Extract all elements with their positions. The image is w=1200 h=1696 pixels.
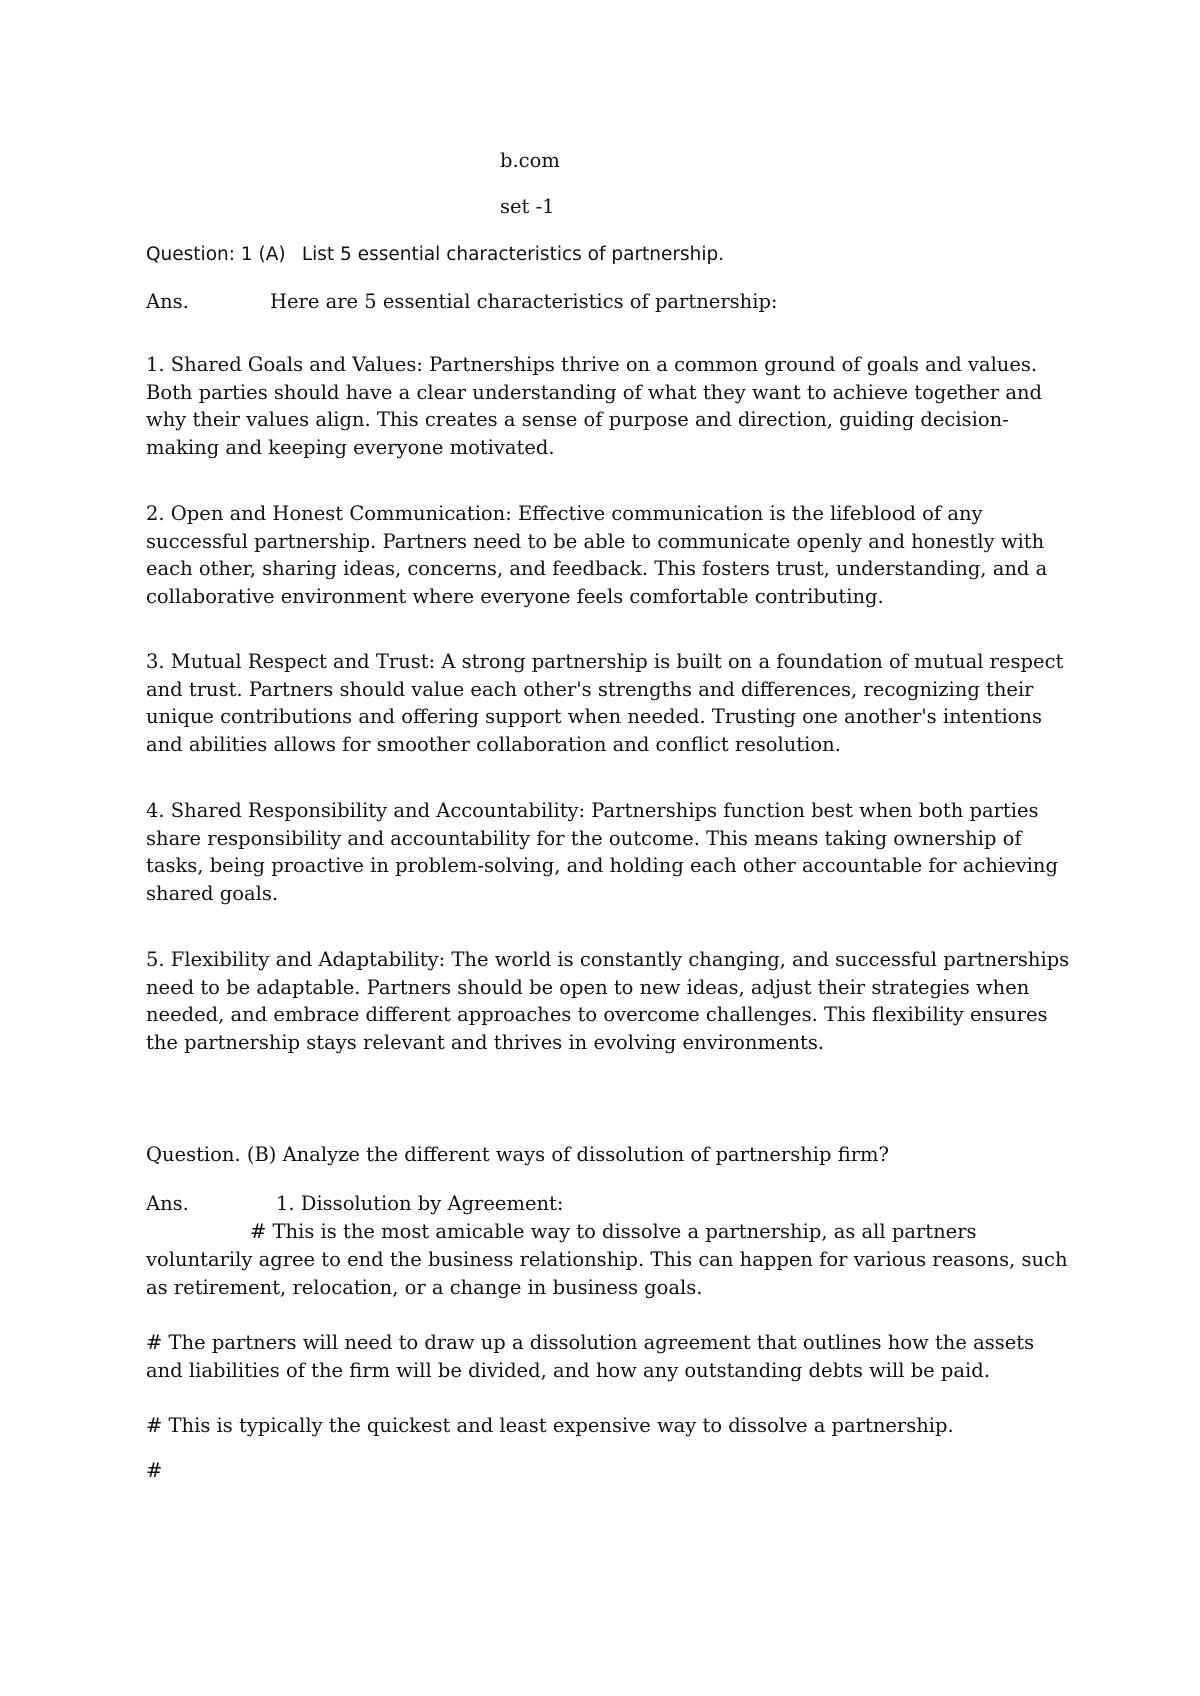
answer-a-intro: Here are 5 essential characteristics of partnership: [270, 290, 778, 313]
answer-a-point-3: 3. Mutual Respect and Trust: A strong partnership is built on a foundation of mutual respect and trust. Partners should value each other's strengths and differences, recognizing their unique contributions and offering support when needed. Trusting one another's intentions and abilities allows for smoother collaboration and conflict resolution. [146, 650, 1064, 757]
question-b-heading: Question. (B) Analyze the different ways of dissolution of partnership firm? [146, 1143, 889, 1166]
answer-b-bullet-2: # The partners will need to draw up a dissolution agreement that outlines how the assets and liabilities of the firm will be divided, and how any outstanding debts will be paid. [146, 1331, 1035, 1382]
answer-a-point-4: 4. Shared Responsibility and Accountability: Partnerships function best when both parties share responsibility and accountability for the outcome. This means taking ownership of tasks, being proactive in problem-solving, and holding each other accountable for achieving shared goals. [146, 799, 1058, 906]
answer-b-label: Ans. [146, 1192, 189, 1215]
question-a-text: List 5 essential characteristics of partnership. [301, 244, 725, 265]
course-title: b.com [500, 149, 560, 172]
answer-b-subheading: 1. Dissolution by Agreement: [276, 1192, 564, 1215]
answer-b-bullet-1-rest: voluntarily agree to end the business relationship. This can happen for various reasons, such as retirement, relocation, or a change in business goals. [146, 1248, 1068, 1299]
answer-a-label: Ans. [146, 290, 189, 313]
answer-a-point-1: 1. Shared Goals and Values: Partnerships thrive on a common ground of goals and values. Both parties should have a clear understanding of what they want to achieve together and why their values align. This creates a sense of purpose and direction, guiding decision-making and keeping everyone motivated. [146, 353, 1043, 460]
answer-b-bullet-3: # This is typically the quickest and least expensive way to dissolve a partnership. [146, 1414, 954, 1437]
question-a-prefix: Question: 1 (A) [146, 244, 286, 265]
set-label: set -1 [500, 195, 555, 218]
answer-a-point-2: 2. Open and Honest Communication: Effective communication is the lifeblood of any successful partnership. Partners need to be able to communicate openly and honestly with each other, sharing ideas, concerns, and feedback. This fosters trust, understanding, and a collaborative environment where everyone feels comfortable contributing. [146, 502, 1048, 609]
answer-a-point-5: 5. Flexibility and Adaptability: The world is constantly changing, and successful partnerships need to be adaptable. Partners should be open to new ideas, adjust their strategies when needed, and embrace different approaches to overcome challenges. This flexibility ensures the partnership stays relevant and thrives in evolving environments. [146, 948, 1070, 1055]
answer-b-bullet-1-first: # This is the most amicable way to dissolve a partnership, as all partners [250, 1220, 977, 1243]
answer-b-bullet-4: # [146, 1459, 163, 1482]
question-a-heading [146, 240, 724, 269]
